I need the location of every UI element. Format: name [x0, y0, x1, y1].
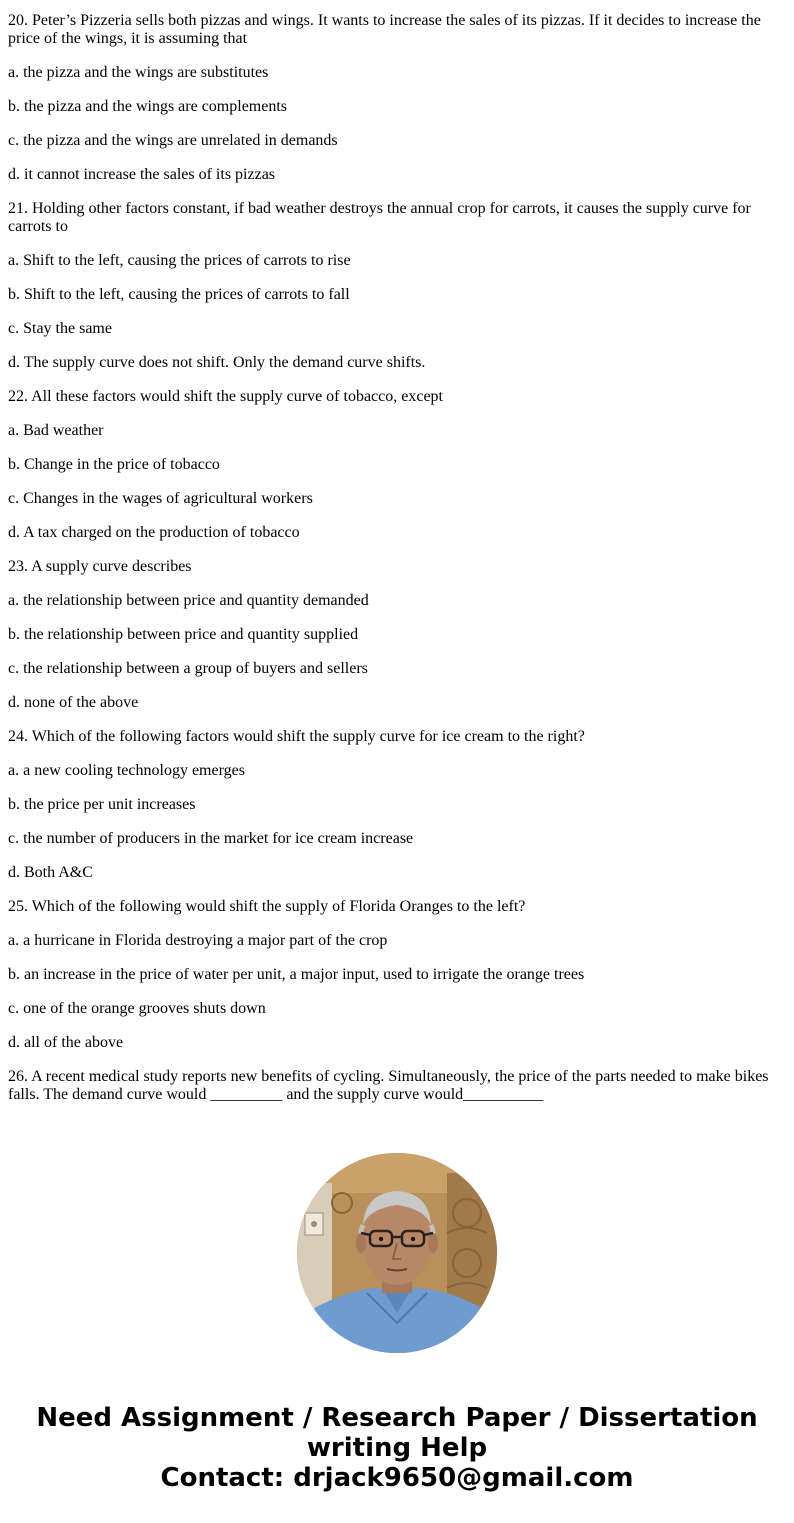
- question-22-option-c: c. Changes in the wages of agricultural workers: [8, 490, 313, 507]
- question-22-option-a: a. Bad weather: [8, 422, 104, 439]
- question-25-option-b: b. an increase in the price of water per unit, a major input, used to irrigate the orange trees: [8, 966, 585, 983]
- question-26-text: 26. A recent medical study reports new benefits of cycling. Simultaneously, the price of the parts needed to make bikes falls. The demand curve would _________ and the supply curve would__________: [8, 1068, 769, 1103]
- question-23-option-d: d. none of the above: [8, 694, 139, 711]
- banner-line-2: writing Help: [306, 1433, 488, 1463]
- question-22-option-b: b. Change in the price of tobacco: [8, 456, 220, 473]
- contact-banner: [0, 1403, 794, 1493]
- question-23-text: 23. A supply curve describes: [8, 558, 192, 575]
- question-25-option-a: a. a hurricane in Florida destroying a major part of the crop: [8, 932, 388, 949]
- question-24-option-d: d. Both A&C: [8, 864, 93, 881]
- question-25-option-d: d. all of the above: [8, 1034, 124, 1051]
- banner-line-1: Need Assignment / Research Paper / Dissertation: [36, 1403, 758, 1433]
- question-23-option-c: c. the relationship between a group of buyers and sellers: [8, 660, 368, 677]
- question-21-option-d: d. The supply curve does not shift. Only the demand curve shifts.: [8, 354, 426, 371]
- question-25-option-c: c. one of the orange grooves shuts down: [8, 1000, 266, 1017]
- question-22-text: 22. All these factors would shift the supply curve of tobacco, except: [8, 388, 443, 405]
- question-20-option-d: d. it cannot increase the sales of its pizzas: [8, 166, 276, 183]
- question-22-option-d: d. A tax charged on the production of tobacco: [8, 524, 300, 541]
- question-23-option-a: a. the relationship between price and quantity demanded: [8, 592, 369, 609]
- author-avatar: [297, 1153, 497, 1353]
- author-portrait-image: [297, 1153, 497, 1353]
- question-24-option-b: b. the price per unit increases: [8, 796, 196, 813]
- question-23-option-b: b. the relationship between price and quantity supplied: [8, 626, 359, 643]
- question-24-text: 24. Which of the following factors would shift the supply curve for ice cream to the right?: [8, 728, 585, 745]
- question-20-option-c: c. the pizza and the wings are unrelated in demands: [8, 132, 338, 149]
- question-20-option-a: a. the pizza and the wings are substitutes: [8, 64, 269, 81]
- question-21-option-b: b. Shift to the left, causing the prices of carrots to fall: [8, 286, 350, 303]
- question-20-option-b: b. the pizza and the wings are complements: [8, 98, 288, 115]
- question-21-option-c: c. Stay the same: [8, 320, 112, 337]
- banner-contact-email: Contact: drjack9650@gmail.com: [160, 1463, 634, 1493]
- question-21-option-a: a. Shift to the left, causing the prices of carrots to rise: [8, 252, 351, 269]
- question-24-option-a: a. a new cooling technology emerges: [8, 762, 245, 779]
- question-24-option-c: c. the number of producers in the market for ice cream increase: [8, 830, 414, 847]
- question-20-text: 20. Peter’s Pizzeria sells both pizzas and wings. It wants to increase the sales of its pizzas. If it decides to increase the price of the wings, it is assuming that: [8, 12, 761, 47]
- question-25-text: 25. Which of the following would shift the supply of Florida Oranges to the left?: [8, 898, 526, 915]
- question-21-text: 21. Holding other factors constant, if bad weather destroys the annual crop for carrots, it causes the supply curve for carrots to: [8, 200, 751, 235]
